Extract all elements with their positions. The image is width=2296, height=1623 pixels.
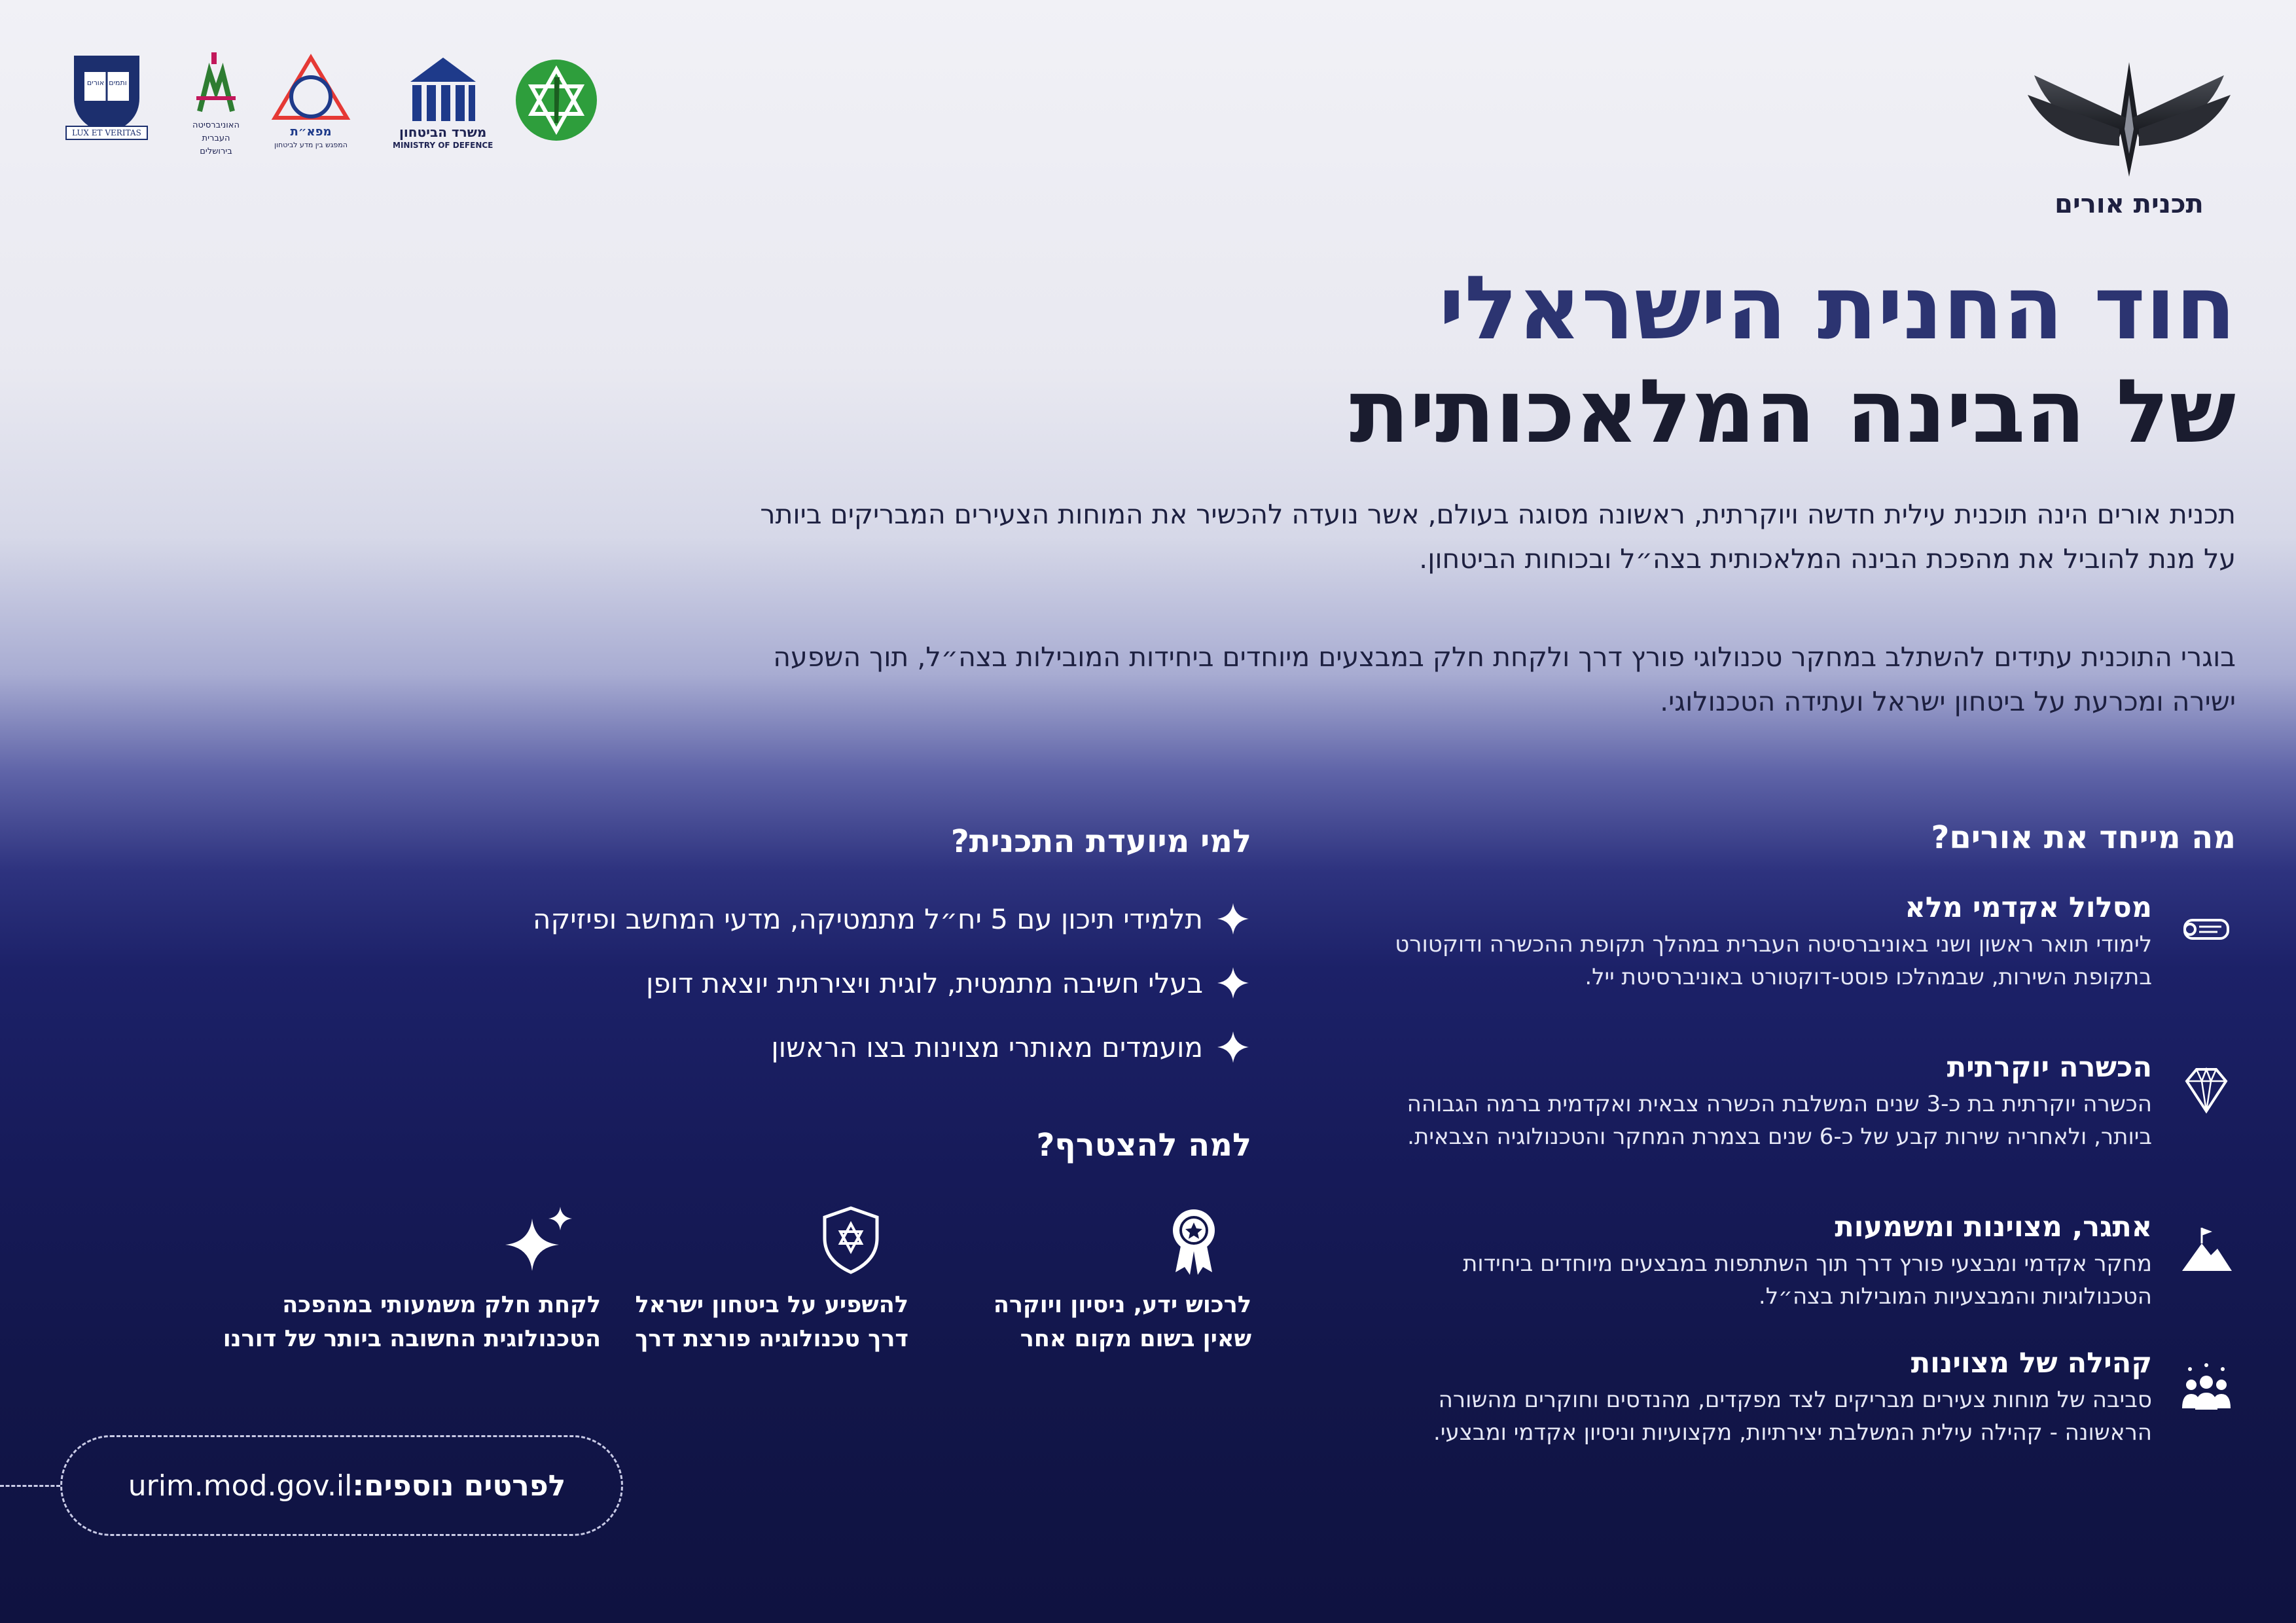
mod-name-he: משרד הביטחון <box>399 124 487 140</box>
mafat-caption: המפגש בין מדע לביטחון <box>274 141 348 149</box>
feature-item <box>1319 1051 2236 1153</box>
pill-connector-line <box>0 1485 60 1487</box>
community-icon <box>2177 1356 2236 1415</box>
feature-title: מסלול אקדמי מלא <box>1905 891 2152 924</box>
yale-shield-icon <box>67 52 146 137</box>
idf-logo <box>514 58 599 143</box>
feature-item <box>1319 891 2236 993</box>
huji-logo <box>190 52 242 157</box>
audience-text: מועמדים מאותרי מצוינות בצו הראשון <box>771 1031 1203 1063</box>
audience-item <box>533 901 1251 937</box>
mod-emblem-icon <box>401 52 486 124</box>
huji-caption-3: בירושלים <box>200 147 232 156</box>
feature-desc: לימודי תואר ראשון ושני באוניברסיטה העברית במהלך תקופת ההכשרה ודוקטורט בתקופת השירות, שבמהלכו פוסט-דוקטורט באוניברסיטת ייל. <box>1395 931 2152 990</box>
mafat-triangle-icon <box>268 52 353 124</box>
yale-logo <box>65 52 148 140</box>
sparkle-icon <box>1215 901 1251 937</box>
reason-item <box>223 1204 601 1356</box>
main-title <box>1254 257 2236 463</box>
contact-pill[interactable] <box>60 1435 623 1536</box>
reason-line-2: הטכנולוגית החשובה ביותר של דורנו <box>223 1326 601 1352</box>
idf-emblem-icon <box>514 58 599 143</box>
audience-text: בעלי חשיבה מתמטית, לוגית ויצירתית יוצאת דופן <box>645 967 1203 999</box>
huji-caption-1: האוניברסיטה <box>192 120 240 130</box>
diamond-icon <box>2177 1060 2236 1119</box>
brand-logo <box>2021 56 2237 219</box>
intro-paragraph-2: בוגרי התוכנית עתידים להשתלב במחקר טכנולוגי פורץ דרך ולקחת חלק במבצעים מיוחדים ביחידות המובילות בצה״ל, תוך השפעה ישירה ומכרעת על ביטחון ישראל ועתידה הטכנולוגי. <box>773 641 2236 717</box>
feature-title: קהילה של מצוינות <box>1910 1347 2152 1380</box>
sparkles-icon <box>503 1204 575 1276</box>
join-heading: למה להצטרף? <box>1036 1127 1251 1164</box>
feature-title: אתגר, מצוינות ומשמעות <box>1835 1211 2152 1243</box>
feature-item <box>1319 1211 2236 1313</box>
mountain-flag-icon <box>2177 1220 2236 1279</box>
huji-emblem-icon <box>190 52 242 118</box>
reason-item <box>555 1204 908 1356</box>
diploma-icon <box>2177 901 2236 959</box>
audience-item <box>646 965 1251 1001</box>
urim-wings-icon <box>2021 56 2237 180</box>
feature-item <box>1319 1347 2236 1449</box>
audience-text: תלמידי תיכון עם 5 יח״ל מתמטיקה, מדעי המחשב ופיזיקה <box>533 902 1203 935</box>
title-line-2: של הבינה המלאכותית <box>1349 361 2236 463</box>
reason-line-2: דרך טכנולוגיה פורצת דרך <box>635 1326 908 1352</box>
yale-ribbon: LUX ET VERITAS <box>65 126 148 140</box>
huji-caption-2: העברית <box>202 134 230 143</box>
feature-title: הכשרה יוקרתית <box>1946 1051 2152 1084</box>
mod-name-en: MINISTRY OF DEFENCE <box>393 141 493 150</box>
reason-line-1: לקחת חלק משמעותי במהפכה <box>282 1292 601 1318</box>
reason-line-1: להשפיע על ביטחון ישראל <box>635 1292 908 1318</box>
sparkle-icon <box>1215 965 1251 1001</box>
mod-logo <box>393 52 493 151</box>
yale-book-text-2: ותמים <box>109 79 127 87</box>
feature-desc: מחקר אקדמי ומבצעי פורץ דרך תוך השתתפות במבצעים מיוחדים ביחידות הטכנולוגיות והמבצעיות המובילות בצה״ל. <box>1463 1251 2152 1310</box>
sparkle-icon <box>1215 1029 1251 1065</box>
audience-heading: למי מיועדת התכנית? <box>950 823 1251 860</box>
contact-label: לפרטים נוספים: <box>352 1469 566 1503</box>
reason-item <box>898 1204 1251 1356</box>
mafat-logo <box>268 52 353 151</box>
mafat-name: מפא״ת <box>290 125 332 139</box>
award-ribbon-icon <box>1162 1204 1225 1276</box>
reason-line-1: לרכוש ידע, ניסיון ויוקרה <box>993 1292 1251 1318</box>
intro-paragraph-1: תכנית אורים הינה תוכנית עילית חדשה ויוקרתית, ראשונה מסוגה בעולם, אשר נועדה להכשיר את המוחות הצעירים המבריקים ביותר על מנת להוביל את מהפכת הבינה המלאכותית בצה״ל ובכוחות הביטחון. <box>760 499 2236 575</box>
feature-desc: הכשרה יוקרתית בת כ-3 שנים המשלבת הכשרה צבאית ואקדמית ברמה הגבוהה ביותר, ולאחריה שירות קבע של כ-6 שנים בצמרת המחקר והטכנולוגיה הצבאית. <box>1407 1091 2152 1150</box>
audience-item <box>771 1029 1251 1065</box>
feature-desc: סביבה של מוחות צעירים מבריקים לצד מפקדים, מהנדסים וחוקרים מהשורה הראשונה - קהילה עילית המשלבת יצירתיות, מקצועיות וניסיון אקדמי ומבצעי. <box>1433 1387 2152 1446</box>
features-heading: מה מייחד את אורים? <box>1931 819 2236 856</box>
title-line-1: חוד החנית הישראלי <box>1439 257 2236 359</box>
yale-book-text: אורים <box>86 79 105 87</box>
brand-name: תכנית אורים <box>2054 189 2204 219</box>
star-of-david-shield-icon <box>819 1204 882 1276</box>
reason-line-2: שאין בשום מקום אחר <box>1020 1326 1251 1352</box>
website-link[interactable]: urim.mod.gov.il <box>128 1469 353 1503</box>
